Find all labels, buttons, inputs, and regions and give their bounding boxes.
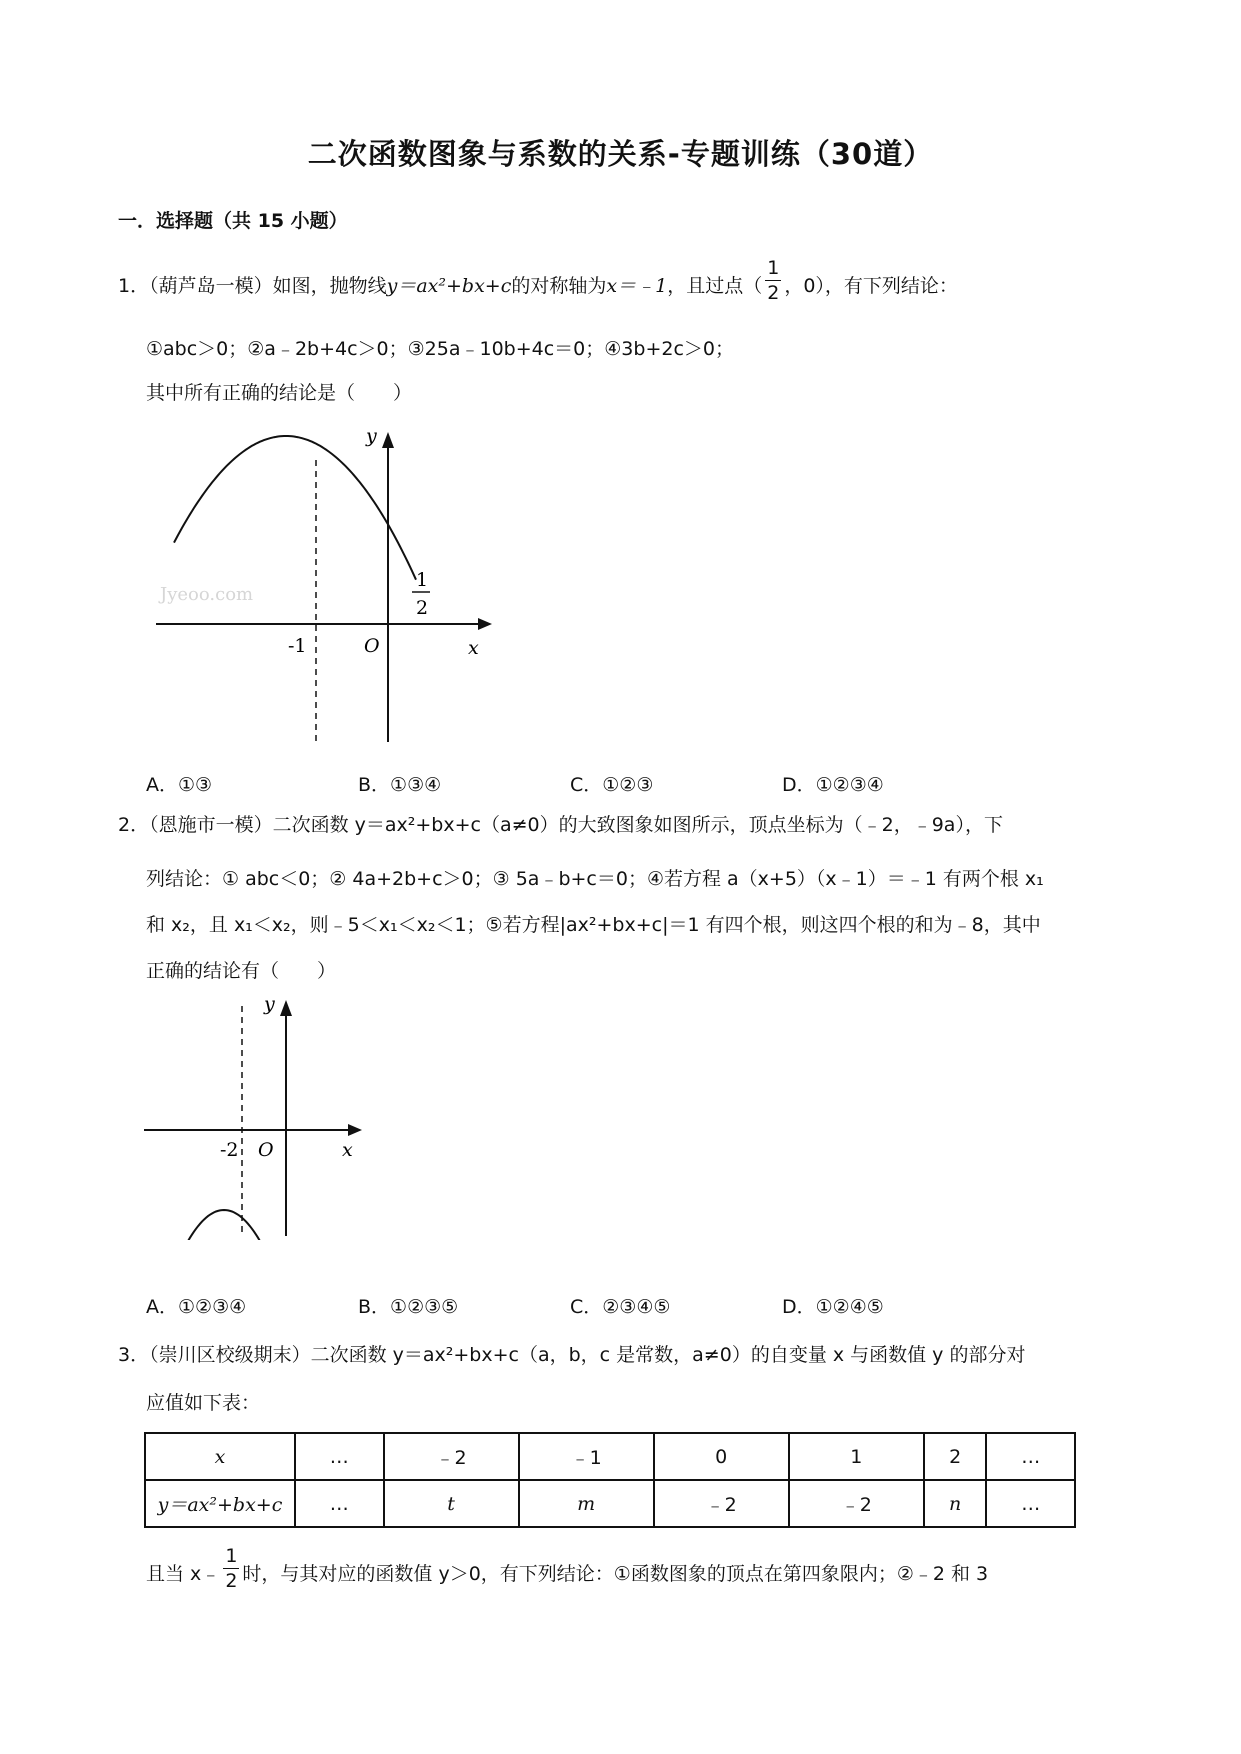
q2-line1: （恩施市一模）二次函数 y＝ax²+bx+c（a≠0）的大致图象如图所示，顶点坐标为（﹣2，﹣9a），下	[149, 814, 1003, 836]
q2-option-a[interactable]: A．①②③④	[146, 1296, 247, 1318]
q2-stem-line3: 和 x₂，且 x₁＜x₂，则﹣5＜x₁＜x₂＜1；⑤若方程|ax²+bx+c|＝1 有四个根，则这四个根的和为﹣8，其中	[146, 914, 1041, 936]
table-cell	[519, 1480, 654, 1527]
table-cell	[384, 1480, 519, 1527]
q3-stem-line2: 应值如下表：	[146, 1392, 261, 1414]
table-cell: ﹣1	[519, 1433, 654, 1480]
q1-point-tail: ，0），有下列结论：	[784, 275, 958, 297]
q1-frac-denominator: 2	[767, 282, 780, 304]
q1-x-arrow	[478, 618, 492, 630]
table-cell: …	[986, 1480, 1075, 1527]
q3-line1: （崇川区校级期末）二次函数 y＝ax²+bx+c（a，b，c 是常数，a≠0）的自变量 x 与函数值 y 的部分对	[149, 1344, 1026, 1366]
table-row	[145, 1480, 1075, 1527]
q1-option-a[interactable]: A．①③	[146, 774, 213, 796]
q2-parabola	[140, 1210, 310, 1240]
table-cell: …	[986, 1433, 1075, 1480]
q3-frac-denominator: 2	[225, 1570, 238, 1592]
q1-fraction	[765, 256, 781, 305]
section-heading: 一．选择题（共 15 小题）	[118, 210, 348, 232]
q2-options	[0, 1292, 1241, 1322]
table-cell: …	[295, 1433, 384, 1480]
table-cell: ﹣2	[654, 1480, 789, 1527]
table-cell: ﹣2	[789, 1480, 924, 1527]
q1-after: ，且过点（	[667, 275, 763, 297]
q1-graph	[140, 420, 500, 750]
q3-tail-post: 时，与其对应的函数值 y＞0，有下列结论：①函数图象的顶点在第四象限内；②﹣2 和 3	[242, 1563, 989, 1585]
table-cell: 0	[654, 1433, 789, 1480]
table-cell-text: y＝ax²+bx+c	[157, 1494, 283, 1516]
q2-x-arrow	[348, 1124, 362, 1136]
q1-x-label: x	[468, 637, 479, 659]
q1-graph-frac-den: 2	[416, 597, 429, 619]
q1-y-arrow	[382, 432, 394, 448]
q1-ask: 其中所有正确的结论是（ ）	[146, 382, 413, 404]
q3-tail-minus: ﹣	[201, 1563, 221, 1585]
q2-option-c[interactable]: C．②③④⑤	[570, 1296, 671, 1318]
q1-origin-label: O	[364, 635, 380, 657]
q2-tick-minus2: -2	[220, 1139, 239, 1161]
q1-axis: x＝﹣1	[606, 275, 668, 297]
q2-stem-line2: 列结论：① abc＜0；② 4a+2b+c＞0；③ 5a﹣b+c＝0；④若方程 a（x+5）（x﹣1）＝﹣1 有两个根 x₁	[146, 868, 1044, 890]
q2-stem-line4: 正确的结论有（ ）	[146, 960, 337, 982]
q1-frac-numerator: 1	[767, 257, 780, 279]
q1-y-label: y	[366, 425, 377, 447]
q2-y-arrow	[280, 1000, 292, 1016]
q1-option-c[interactable]: C．①②③	[570, 774, 654, 796]
q1-number: 1．	[118, 275, 150, 297]
q2-x-label: x	[342, 1139, 353, 1161]
q2-option-b[interactable]: B．①②③⑤	[358, 1296, 459, 1318]
q1-equation: y＝ax²+bx+c	[386, 275, 512, 297]
q1-graph-frac-num: 1	[416, 569, 429, 591]
q1-option-b[interactable]: B．①③④	[358, 774, 442, 796]
table-cell: …	[295, 1480, 384, 1527]
table-cell	[145, 1433, 295, 1480]
q1-conclusions: ①abc＞0；②a﹣2b+4c＞0；③25a﹣10b+4c＝0；④3b+2c＞0；	[146, 338, 734, 360]
table-row	[145, 1433, 1075, 1480]
q2-option-d[interactable]: D．①②④⑤	[782, 1296, 884, 1318]
q1-source: （葫芦岛一模）如图，抛物线	[149, 275, 387, 297]
page-title: 二次函数图象与系数的关系-专题训练（30道）	[307, 137, 934, 171]
table-cell-text: m	[577, 1492, 596, 1515]
q1-stem-line1	[118, 257, 958, 305]
q2-number: 2．	[118, 814, 150, 836]
q3-value-table	[144, 1432, 1076, 1528]
q2-stem-line1	[118, 812, 1003, 838]
q2-graph	[140, 990, 370, 1240]
q1-tick-minus1: -1	[288, 635, 307, 657]
table-cell-text: x	[214, 1445, 226, 1468]
table-cell: ﹣2	[384, 1433, 519, 1480]
table-cell: 2	[924, 1433, 987, 1480]
q3-condition-line	[146, 1545, 989, 1593]
table-cell	[924, 1480, 987, 1527]
q2-y-label: y	[264, 993, 275, 1015]
q3-fraction	[223, 1544, 239, 1593]
q3-number: 3．	[118, 1344, 150, 1366]
q1-graph-watermark: Jyeoo.com	[160, 584, 254, 605]
q1-option-d[interactable]: D．①②③④	[782, 774, 884, 796]
table-cell-text: t	[447, 1492, 455, 1515]
q1-options	[0, 770, 1241, 800]
q1-mid: 的对称轴为	[511, 275, 607, 297]
table-cell	[145, 1480, 295, 1527]
table-cell: 1	[789, 1433, 924, 1480]
q3-tail-pre: 且当 x	[146, 1563, 202, 1585]
q2-origin-label: O	[258, 1139, 274, 1161]
q3-frac-numerator: 1	[225, 1545, 238, 1567]
q1-parabola	[174, 436, 416, 580]
table-cell-text: n	[948, 1492, 962, 1515]
q3-stem-line1	[118, 1342, 1025, 1368]
